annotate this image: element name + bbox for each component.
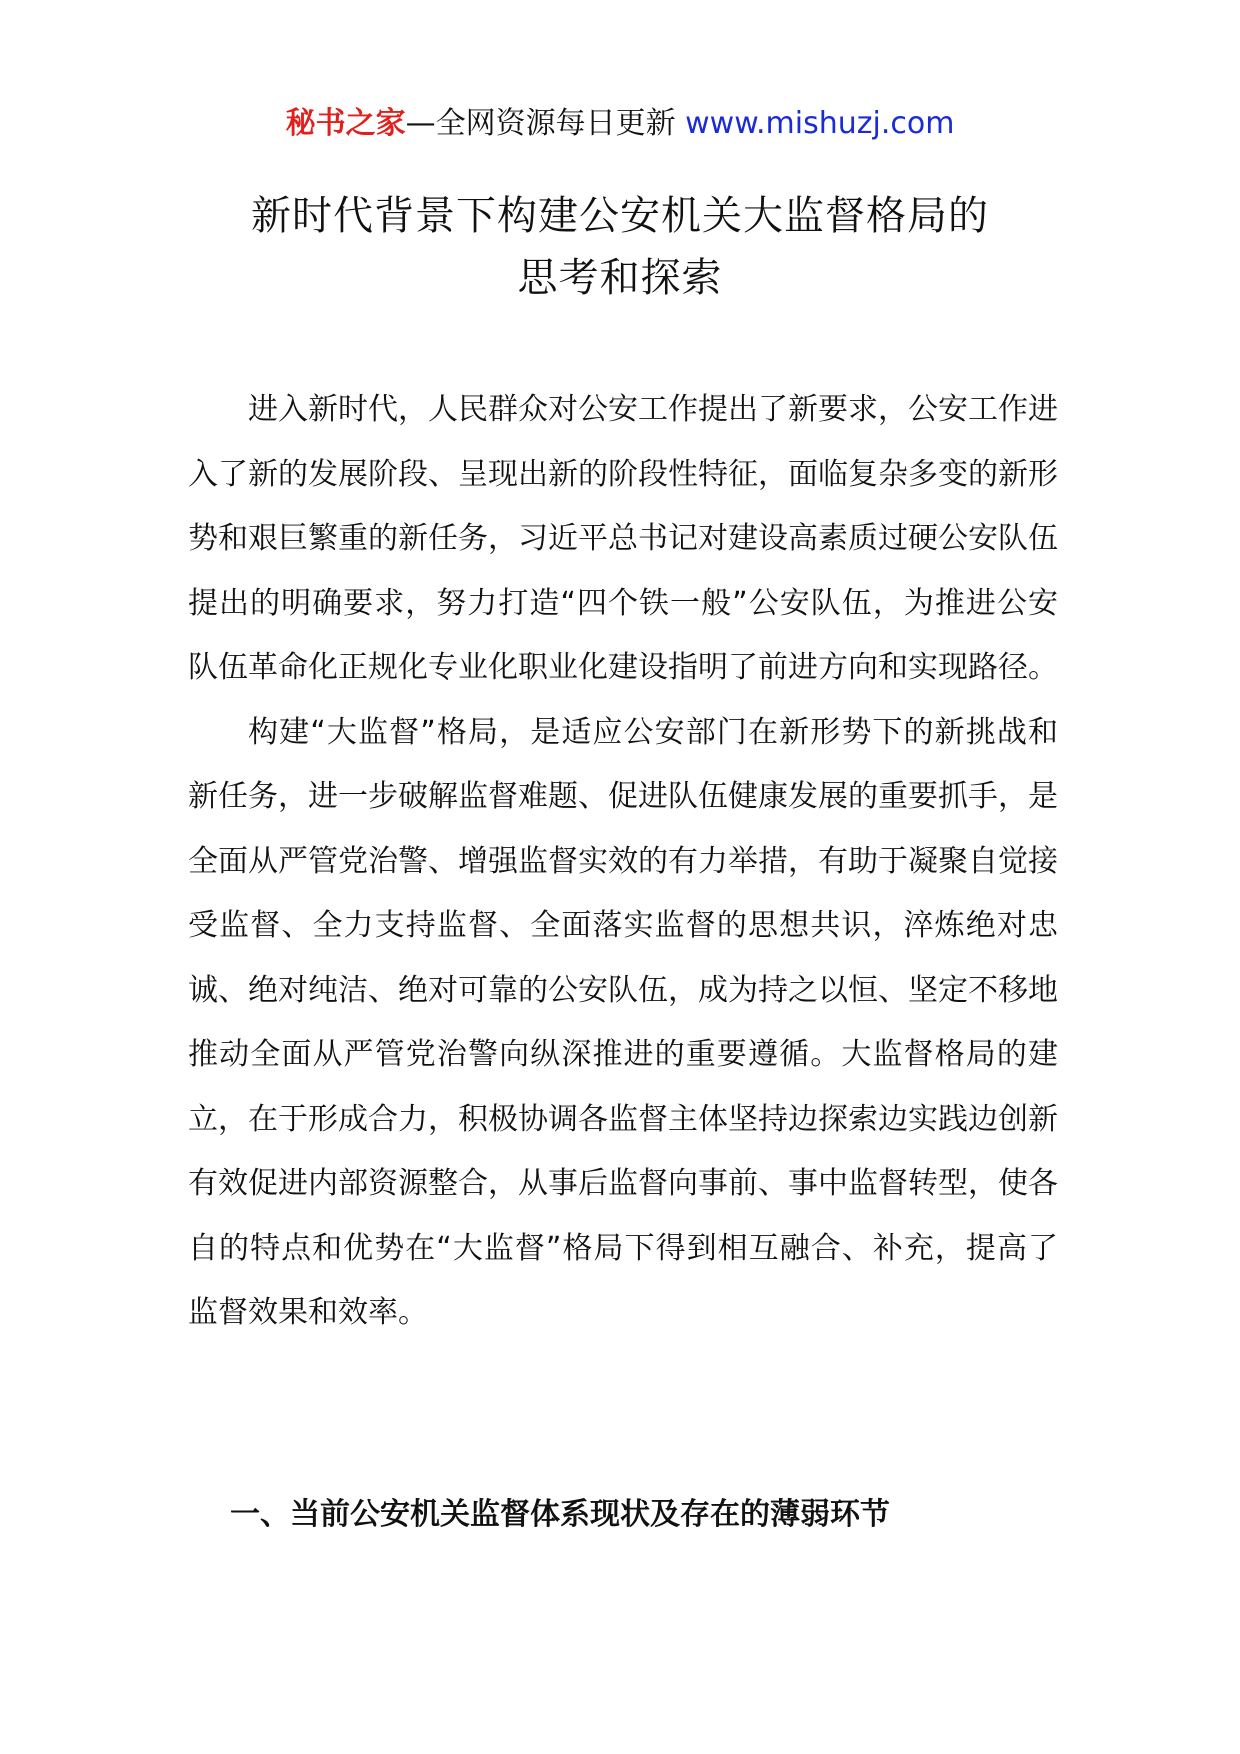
document-title: [150, 185, 1090, 309]
title-line-2: 思考和探索: [517, 255, 723, 301]
site-tagline: —全网资源每日更新: [405, 106, 676, 141]
site-header: [0, 102, 1240, 146]
brand-name: 秘书之家: [285, 106, 406, 141]
site-url-link[interactable]: www.mishuzj.com: [685, 106, 955, 141]
paragraph-2: 构建“大监督”格局，是适应公安部门在新形势下的新挑战和新任务，进一步破解监督难题、促进队伍健康发展的重要抓手，是全面从严管党治警、增强监督实效的有力举措，有助于凝聚自觉接受监督、全力支持监督、全面落实监督的思想共识，淬炼绝对忠诚、绝对纯洁、绝对可靠的公安队伍，成为持之以恒、坚定不移地推动全面从严管党治警向纵深推进的重要遵循。大监督格局的建立，在于形成合力，积极协调各监督主体坚持边探索边实践边创新有效促进内部资源整合，从事后监督向事前、事中监督转型，使各自的特点和优势在“大监督”格局下得到相互融合、补充，提高了监督效果和效率。: [188, 714, 1058, 1330]
paragraph-1: 进入新时代，人民群众对公安工作提出了新要求，公安工作进入了新的发展阶段、呈现出新的阶段性特征，面临复杂多变的新形势和艰巨繁重的新任务，习近平总书记对建设高素质过硬公安队伍提出的明确要求，努力打造“四个铁一般”公安队伍，为推进公安队伍革命化正规化专业化职业化建设指明了前进方向和实现路径。: [188, 392, 1058, 685]
document-body: [188, 378, 1058, 1346]
title-line-1: 新时代背景下构建公安机关大监督格局的: [251, 193, 989, 239]
section-heading: 一、当前公安机关监督体系现状及存在的薄弱环节: [230, 1497, 890, 1532]
